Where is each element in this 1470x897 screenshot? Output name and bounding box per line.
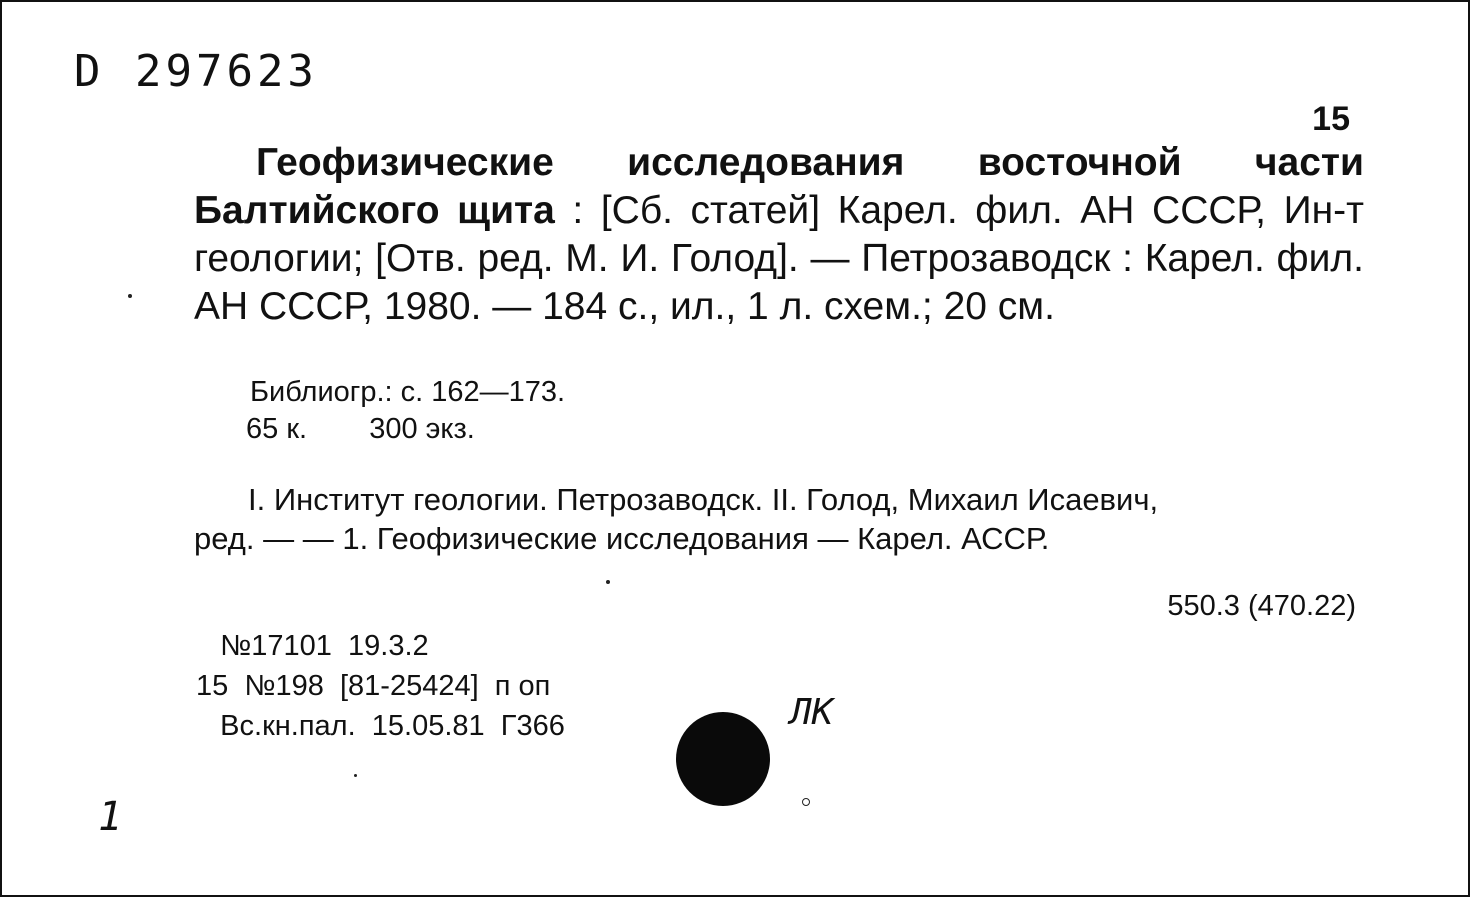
tech-line-1: №17101 19.3.2: [196, 630, 429, 662]
tech-line-2: 15 №198 [81-25424] п оп: [196, 670, 551, 702]
ink-speck: [128, 294, 132, 298]
handwritten-mark: 1: [98, 794, 123, 840]
price-line: [246, 411, 565, 448]
notes-block: [246, 374, 566, 448]
price: 65 к.: [246, 413, 308, 445]
card-number: 15: [1312, 100, 1350, 138]
ink-speck: [802, 798, 810, 806]
tech-line-3: Вс.кн.пал. 15.05.81 Г366: [196, 710, 565, 742]
handwritten-initials: ЛК: [790, 692, 834, 733]
book-title: Геофизические исследования восточной части Балтийского щита: [194, 141, 1364, 232]
bibliographic-description: : [Сб. статей] Карел. фил. АН СССР, Ин-т геологии; [Отв. ред. М. И. Голод]. — Петрозаводск : Карел. фил. АН СССР, 1980. — 184 с., ил., 1 л. схем.; 20 см.: [194, 189, 1364, 328]
udc-number: 550.3 (470.22): [1167, 590, 1356, 622]
punch-hole: [676, 712, 770, 806]
tracing-line-2: ред. — — 1. Геофизические исследования — Карел. АССР.: [194, 521, 1050, 556]
print-run: 300 экз.: [369, 413, 475, 445]
bibliography-note: Библиогр.: с. 162—173.: [250, 376, 566, 408]
title-indent: [194, 141, 256, 184]
ink-speck: [354, 774, 357, 777]
call-number: D 297623: [74, 46, 318, 97]
main-entry: [194, 139, 1364, 331]
tracing-line-1: I. Институт геологии. Петрозаводск. II. Голод, Михаил Исаевич,: [248, 482, 1159, 517]
tracings: [194, 480, 1364, 558]
ink-speck: [606, 580, 610, 584]
technical-info: [196, 626, 565, 746]
